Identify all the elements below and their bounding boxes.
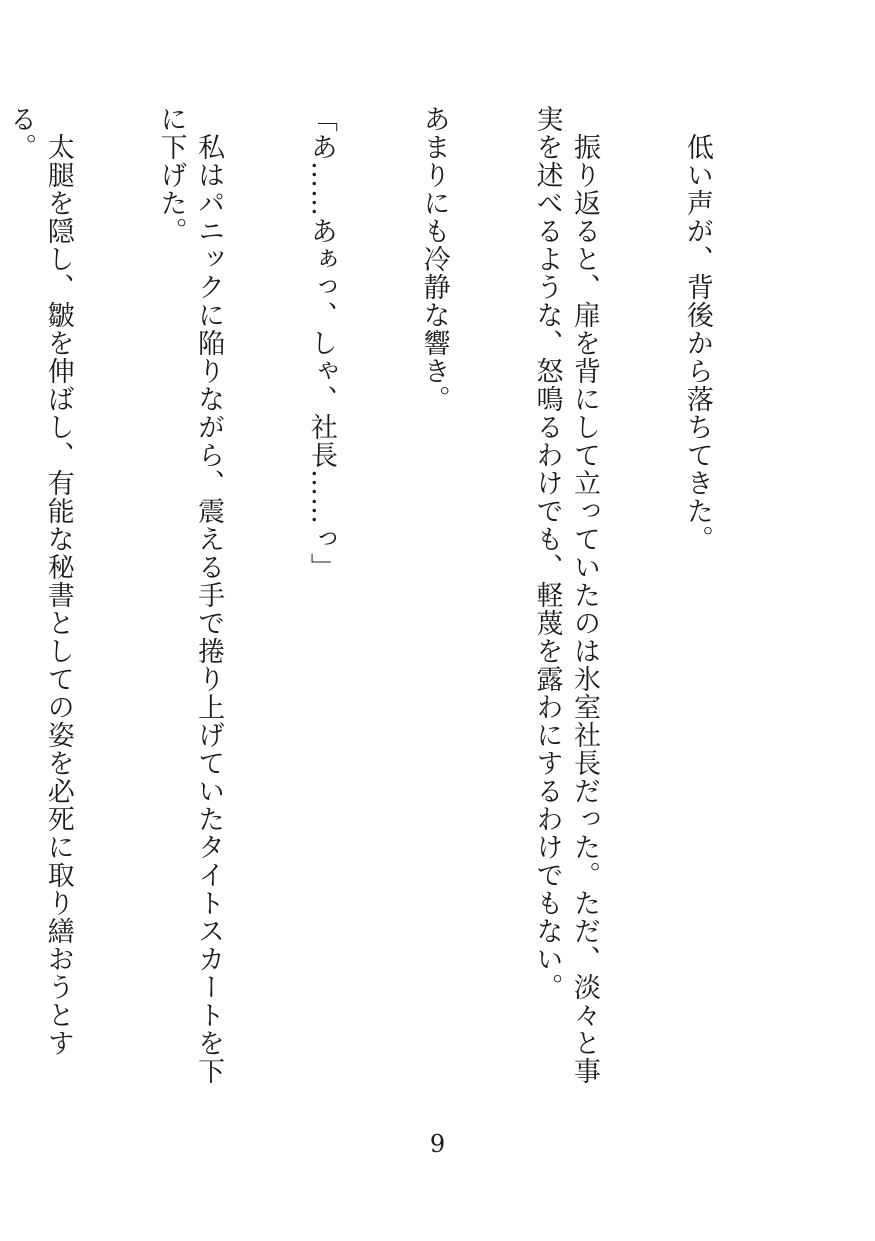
paragraph-2: 振り返ると、扉を背にして立っていたのは氷室社長だった。ただ、淡々と事実を述べるような、怒鳴るわけでも、軽蔑を露わにするわけでもない。 xyxy=(531,105,601,1085)
paragraph-6: 太腿を隠し、皺を伸ばし、有能な秘書としての姿を必死に取り繕おうとする。 xyxy=(5,105,74,1057)
paragraph-5: 私はパニックに陥りながら、震える手で捲り上げていたタイトスカートを下に下げた。 xyxy=(155,105,225,1085)
paragraph-4: 「あ……あぁっ、しゃ、社長……っ」 xyxy=(305,105,337,581)
paragraph-3: あまりにも冷静な響き。 xyxy=(418,105,450,413)
vertical-text-body xyxy=(5,105,791,1105)
paragraph-1: 低い声が、背後から落ちてきた。 xyxy=(681,105,713,553)
page-number: 9 xyxy=(429,1130,446,1158)
